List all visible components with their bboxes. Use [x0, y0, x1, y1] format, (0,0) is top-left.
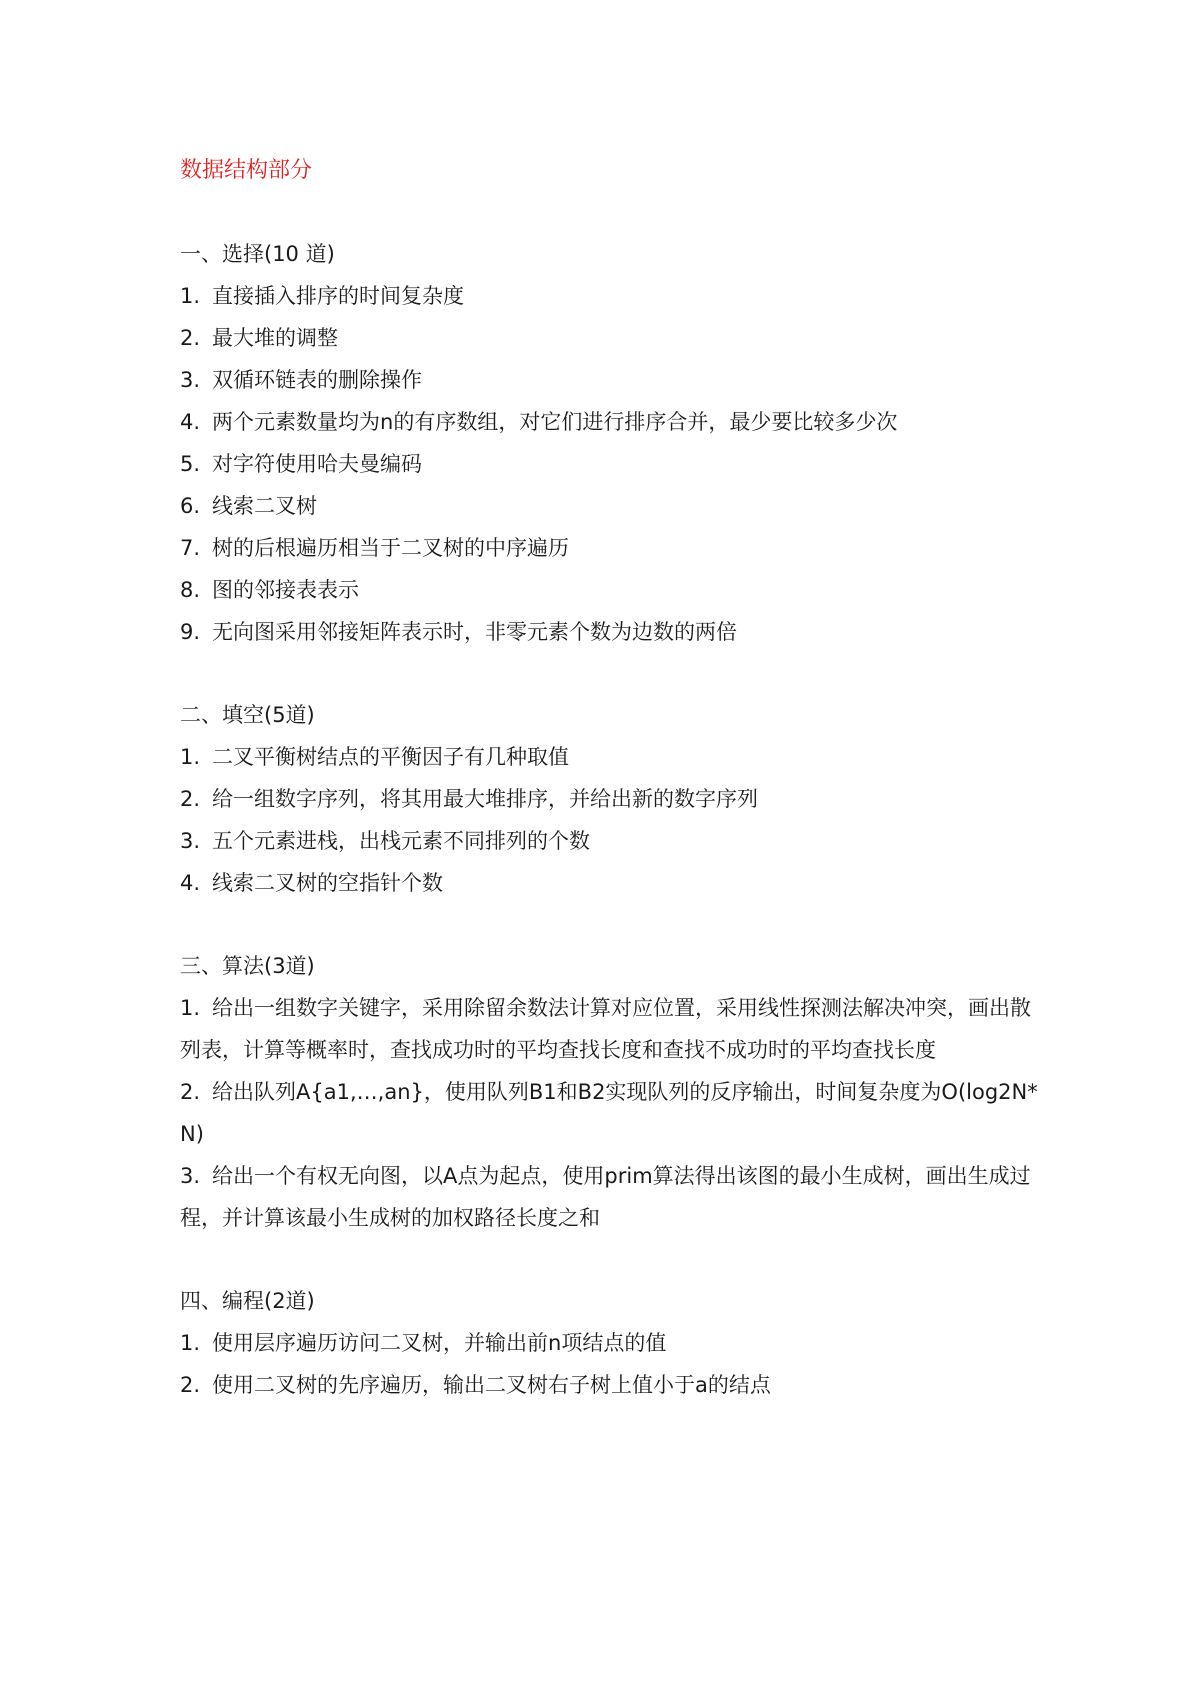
list-item — [180, 527, 1040, 569]
item-number: 2. — [180, 326, 201, 350]
question-list — [180, 987, 1040, 1239]
list-item — [180, 317, 1040, 359]
item-number: 8. — [180, 578, 201, 602]
item-text: 二叉平衡树结点的平衡因子有几种取值 — [212, 745, 570, 769]
item-text: 两个元素数量均为n的有序数组，对它们进行排序合并，最少要比较多少次 — [212, 410, 898, 434]
list-item — [180, 1071, 1040, 1155]
item-number: 3. — [180, 368, 201, 392]
item-text: 给出一个有权无向图，以A点为起点，使用prim算法得出该图的最小生成树，画出生成过程，并计算该最小生成树的加权路径长度之和 — [180, 1164, 1031, 1230]
list-item — [180, 569, 1040, 611]
item-number: 6. — [180, 494, 201, 518]
list-item — [180, 275, 1040, 317]
list-item — [180, 611, 1040, 653]
item-text: 最大堆的调整 — [212, 326, 339, 350]
list-item — [180, 359, 1040, 401]
document-title: 数据结构部分 — [180, 158, 313, 183]
item-text: 五个元素进栈，出栈元素不同排列的个数 — [212, 829, 591, 853]
section-heading: 二、填空(5道) — [180, 703, 315, 727]
item-text: 使用层序遍历访问二叉树，并输出前n项结点的值 — [212, 1331, 667, 1355]
item-text: 图的邻接表表示 — [212, 578, 360, 602]
item-text: 给出队列A{a1,…,an}，使用队列B1和B2实现队列的反序输出，时间复杂度为O(log2N*N) — [180, 1080, 1038, 1146]
item-number: 4. — [180, 410, 201, 434]
section-programming — [180, 1280, 1040, 1406]
item-number: 3. — [180, 829, 201, 853]
item-number: 1. — [180, 284, 201, 308]
item-text: 无向图采用邻接矩阵表示时，非零元素个数为边数的两倍 — [212, 620, 738, 644]
item-number: 3. — [180, 1164, 201, 1188]
item-text: 给一组数字序列，将其用最大堆排序，并给出新的数字序列 — [212, 787, 759, 811]
item-number: 1. — [180, 745, 201, 769]
item-number: 1. — [180, 996, 201, 1020]
document-page — [180, 150, 1040, 1406]
list-item — [180, 820, 1040, 862]
section-heading: 一、选择(10 道) — [180, 242, 335, 266]
item-number: 5. — [180, 452, 201, 476]
item-number: 4. — [180, 871, 201, 895]
item-text: 线索二叉树的空指针个数 — [212, 871, 444, 895]
item-text: 使用二叉树的先序遍历，输出二叉树右子树上值小于a的结点 — [212, 1373, 771, 1397]
item-number: 2. — [180, 1373, 201, 1397]
item-text: 直接插入排序的时间复杂度 — [212, 284, 465, 308]
list-item — [180, 1322, 1040, 1364]
list-item — [180, 862, 1040, 904]
list-item — [180, 736, 1040, 778]
list-item — [180, 987, 1040, 1071]
section-heading: 三、算法(3道) — [180, 954, 315, 978]
item-number: 2. — [180, 787, 201, 811]
section-choice — [180, 233, 1040, 653]
list-item — [180, 778, 1040, 820]
section-algorithm — [180, 945, 1040, 1239]
item-number: 9. — [180, 620, 201, 644]
item-text: 给出一组数字关键字，采用除留余数法计算对应位置，采用线性探测法解决冲突，画出散列表，计算等概率时，查找成功时的平均查找长度和查找不成功时的平均查找长度 — [180, 996, 1032, 1062]
list-item — [180, 1155, 1040, 1239]
item-number: 2. — [180, 1080, 201, 1104]
item-text: 线索二叉树 — [212, 494, 318, 518]
item-text: 双循环链表的删除操作 — [212, 368, 423, 392]
list-item — [180, 1364, 1040, 1406]
section-heading: 四、编程(2道) — [180, 1289, 315, 1313]
list-item — [180, 485, 1040, 527]
item-number: 1. — [180, 1331, 201, 1355]
question-list — [180, 275, 1040, 653]
item-text: 对字符使用哈夫曼编码 — [212, 452, 423, 476]
question-list — [180, 736, 1040, 904]
item-text: 树的后根遍历相当于二叉树的中序遍历 — [212, 536, 570, 560]
list-item — [180, 401, 1040, 443]
list-item — [180, 443, 1040, 485]
question-list — [180, 1322, 1040, 1406]
section-fill-blank — [180, 694, 1040, 904]
item-number: 7. — [180, 536, 201, 560]
